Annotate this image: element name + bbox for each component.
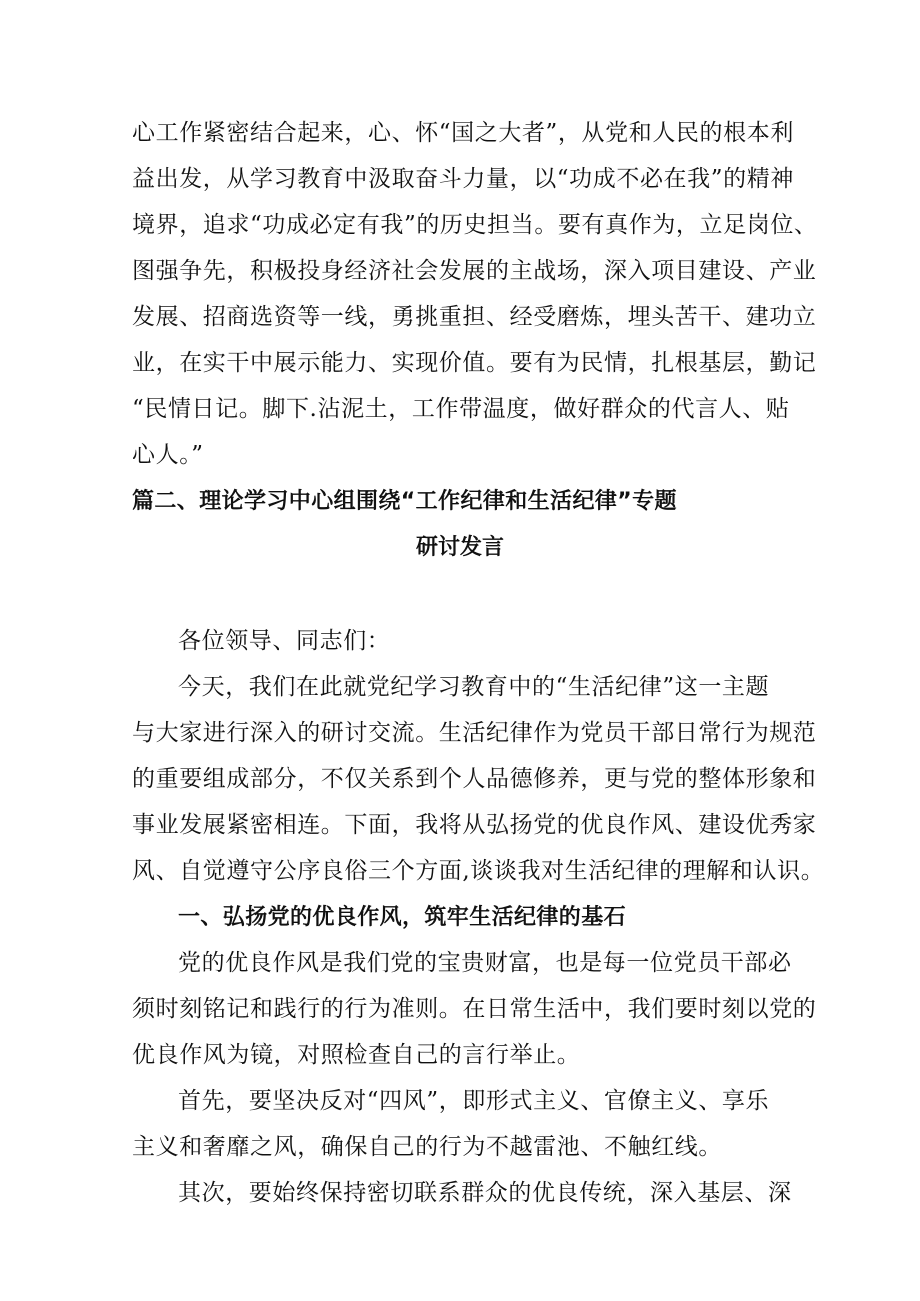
paragraph-line: 业，在实干中展示能力、实现价值。要有为民情，扎根基层，勤记 [132,350,817,376]
paragraph-line: 与大家进行深入的研讨交流。生活纪律作为党员干部日常行为规范 [132,720,817,746]
paragraph-line: 须时刻铭记和践行的行为准则。在日常生活中，我们要时刻以党的 [132,996,817,1022]
paragraph-line: 主义和奢靡之风，确保自己的行为不越雷池、不触红线。 [132,1134,722,1160]
paragraph-line: 益出发，从学习教育中汲取奋斗力量，以“功成不必在我”的精神 [132,166,794,192]
paragraph-line: 心工作紧密结合起来，心、怀“国之大者”，从党和人民的根本利 [132,120,794,146]
paragraph-line: 今天，我们在此就党纪学习教育中的“生活纪律”这一主题 [178,674,770,700]
paragraph-line: 发展、招商选资等一线，勇挑重担、经受磨炼，埋头苦干、建功立 [132,304,817,330]
paragraph-line: 其次，要始终保持密切联系群众的优良传统，深入基层、深 [178,1180,792,1206]
article-subtitle: 研讨发言 [415,535,504,560]
salutation: 各位领导、同志们： [178,628,391,654]
paragraph-line: 风、自觉遵守公序良俗三个方面,谈谈我对生活纪律的理解和认识。 [132,858,825,884]
paragraph-line: 心人。” [132,442,204,468]
paragraph-line: 优良作风为镜，对照检查自己的言行举止。 [132,1042,581,1068]
paragraph-line: 党的优良作风是我们党的宝贵财富，也是每一位党员干部必 [178,950,792,976]
paragraph-line: 事业发展紧密相连。下面，我将从弘扬党的优良作风、建设优秀家 [132,812,817,838]
article-title: 篇二、理论学习中心组围绕“工作纪律和生活纪律”专题 [132,489,677,514]
paragraph-line: 图强争先，积极投身经济社会发展的主战场，深入项目建设、产业 [132,258,817,284]
paragraph-line: 的重要组成部分，不仅关系到个人品德修养，更与党的整体形象和 [132,766,817,792]
paragraph-line: “民情日记。脚下.沾泥土，工作带温度，做好群众的代言人、贴 [132,396,790,422]
paragraph-line: 境界，追求“功成必定有我”的历史担当。要有真作为，立足岗位、 [132,212,818,238]
paragraph-line: 首先，要坚决反对“四风”，即形式主义、官僚主义、享乐 [178,1088,770,1114]
section-heading: 一、弘扬党的优良作风，筑牢生活纪律的基石 [178,905,627,930]
